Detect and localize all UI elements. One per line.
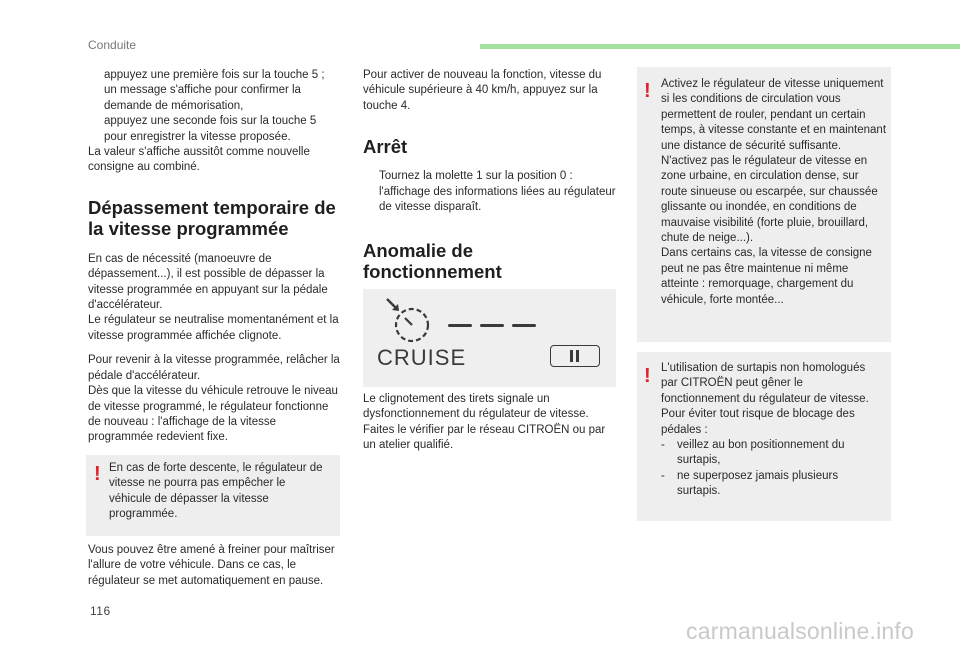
bullet-text: appuyez une première fois sur la touche 5 ; un message s'affiche pour confirmer la demande de mémorisation, <box>104 69 325 112</box>
paragraph: Vous pouvez être amené à freiner pour maîtriser l'allure de votre véhicule. Dans ce cas, le régulateur se met automatiquement en pause. <box>88 544 335 587</box>
dash-item <box>661 438 881 469</box>
warning-text <box>661 361 881 500</box>
cruise-display-illustration <box>363 289 616 387</box>
section-heading: Dépassement temporaire de la vitesse programmée <box>88 196 336 239</box>
arrow-bullet-icon <box>88 114 104 145</box>
paragraph: La valeur s'affiche aussitôt comme nouvelle consigne au combiné. <box>88 146 310 174</box>
column-2-lower <box>363 392 617 454</box>
bullet-text: appuyez une seconde fois sur la touche 5 pour enregistrer la vitesse proposée. <box>104 115 317 143</box>
paragraph: Le clignotement des tirets signale un dysfonctionnement du régulateur de vitesse. <box>363 393 589 421</box>
paragraph: Pour activer de nouveau la fonction, vitesse du véhicule supérieure à 40 km/h, appuyez sur la touche 4. <box>363 69 602 112</box>
warning-paragraph: Pour éviter tout risque de blocage des pédales : <box>661 408 855 436</box>
bullet-item <box>88 114 340 145</box>
watermark: carmanualsonline.info <box>686 618 914 644</box>
warning-box <box>86 455 340 536</box>
warning-box <box>637 352 891 521</box>
paragraph: En cas de nécessité (manoeuvre de dépassement...), il est possible de dépasser la vitesse programmée en appuyant sur la pédale d'accélérateur. <box>88 252 328 312</box>
section-title: Conduite <box>88 38 137 52</box>
pause-icon <box>550 345 600 367</box>
bullet-item <box>88 68 340 114</box>
speedometer-fault-icon <box>383 297 435 345</box>
arrow-bullet-icon <box>363 169 379 215</box>
warning-box <box>637 67 891 342</box>
bullet-item <box>363 169 617 215</box>
section-accent-bar <box>480 44 960 49</box>
warning-paragraph: Dans certains cas, la vitesse de consigne peut ne pas être maintenue ni même atteinte : remorquage, chargement du véhicule, forte montée... <box>661 247 872 306</box>
dash-text: veillez au bon positionnement du surtapis, <box>677 439 845 467</box>
column-2 <box>363 68 617 282</box>
paragraph: Le régulateur se neutralise momentanément et la vitesse programmée affichée clignote. <box>88 314 339 342</box>
bullet-text: Tournez la molette 1 sur la position 0 : l'affichage des informations liées au régulateur de vitesse disparaît. <box>379 170 616 214</box>
cruise-label: CRUISE <box>377 345 467 370</box>
arrow-bullet-icon <box>88 68 104 114</box>
warning-paragraph: Activez le régulateur de vitesse uniquement si les conditions de circulation vous permettent de rouler, pendant un certain temps, à vitesse constante et en maintenant une distance de sécurité suffisante. <box>661 78 887 152</box>
paragraph: Faites le vérifier par le réseau CITROËN ou par un atelier qualifié. <box>363 423 606 452</box>
paragraph: Dès que la vitesse du véhicule retrouve le niveau de vitesse programmé, le régulateur fonctionne de nouveau : l'affichage de la vitesse programmée redevient fixe. <box>88 385 338 444</box>
paragraph: Pour revenir à la vitesse programmée, relâcher la pédale d'accélérateur. <box>88 354 340 382</box>
page-number: 116 <box>90 604 111 618</box>
warning-paragraph: L'utilisation de surtapis non homologués par CITROËN peut gêner le fonctionnement du régulateur de vitesse. <box>661 362 869 405</box>
blinking-dashes <box>448 324 536 330</box>
dash-text: ne superposez jamais plusieurs surtapis. <box>677 469 839 498</box>
dash-item <box>661 469 881 500</box>
warning-text: En cas de forte descente, le régulateur de vitesse ne pourra pas empêcher le véhicule de dépasser la vitesse programmée. <box>109 462 323 521</box>
warning-paragraph: N'activez pas le régulateur de vitesse en zone urbaine, en circulation dense, sur route sinueuse ou escarpée, sur chaussée glissante ou inondée, en conditions de mauvaise visibilité (forte pluie, brouillard, chute de neige...). <box>661 155 878 245</box>
column-1 <box>88 68 340 446</box>
warning-icon: ! <box>644 365 651 387</box>
dash-marker: - <box>661 469 665 482</box>
dash-marker: - <box>661 439 665 452</box>
warning-icon: ! <box>94 463 101 485</box>
section-heading: Arrêt <box>363 136 408 158</box>
warning-text <box>661 77 887 308</box>
warning-icon: ! <box>644 80 651 102</box>
section-heading: Anomalie de fonctionnement <box>363 240 502 283</box>
